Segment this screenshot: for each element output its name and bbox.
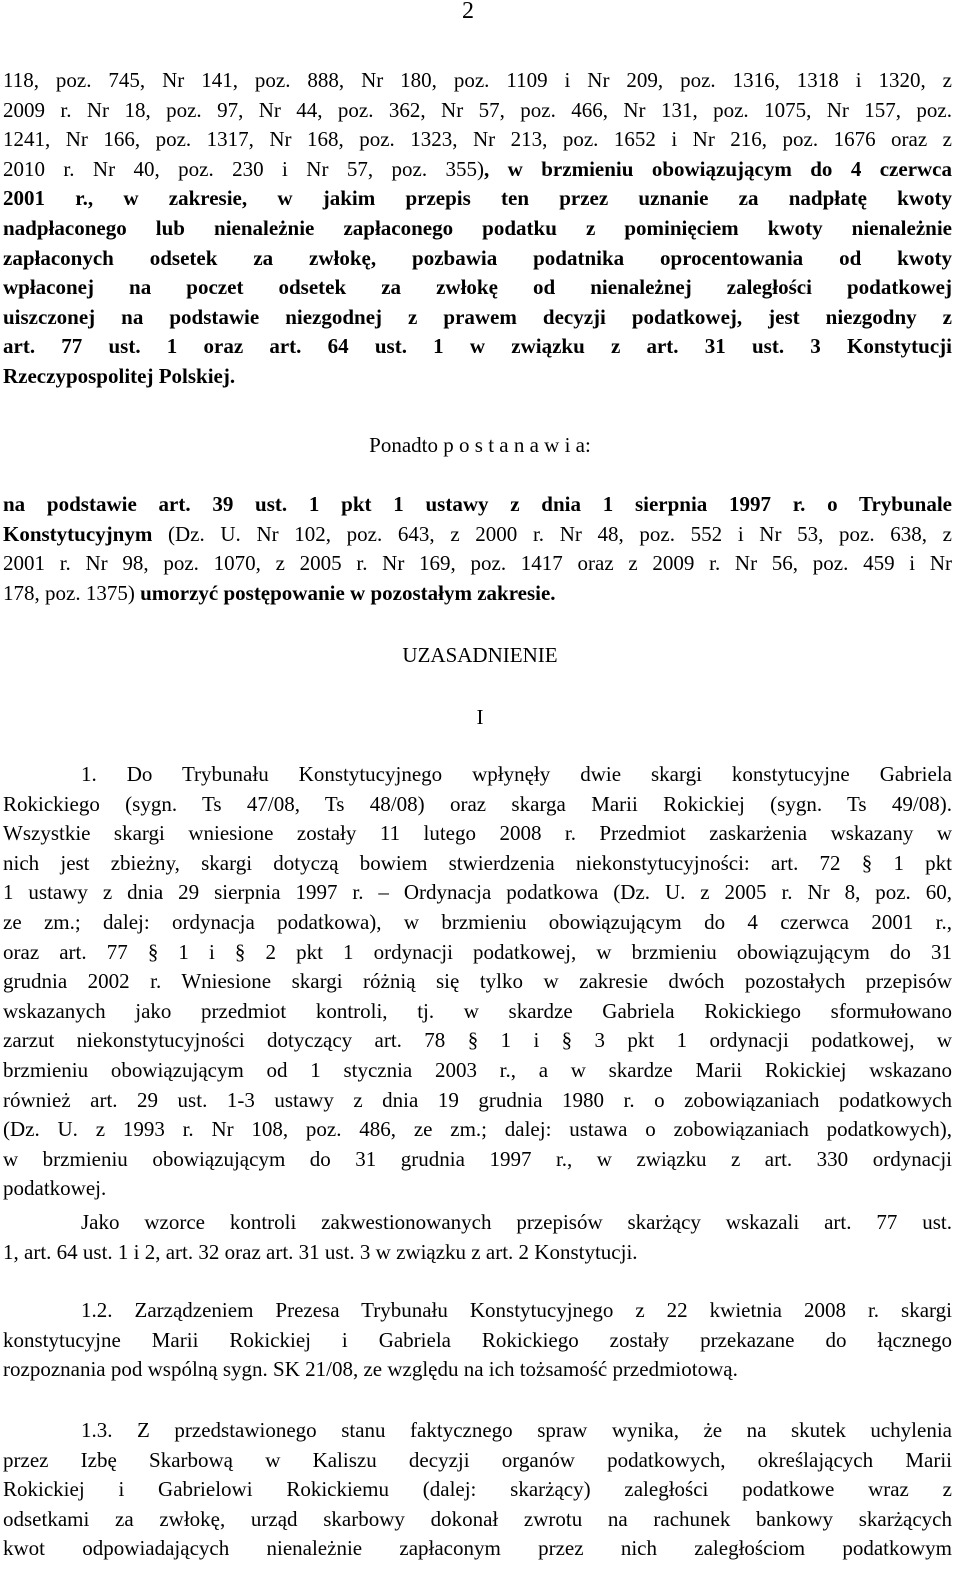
- bold-text-span: Konstytucyjnym: [3, 521, 153, 546]
- text-span: (Dz. U. Nr 102, poz. 643, z 2000 r. Nr 48, poz. 552 i Nr 53, poz. 638, z: [152, 521, 952, 546]
- page-number: 2: [462, 0, 474, 24]
- text-line: brzmieniu obowiązującym od 1 stycznia 2003 r., a w skardze Marii Rokickiej wskazano: [3, 1057, 952, 1082]
- text-line: również art. 29 ust. 1-3 ustawy z dnia 19 grudnia 1980 r. o zobowiązaniach podatkowych: [3, 1087, 952, 1112]
- text-line: 1, art. 64 ust. 1 i 2, art. 32 oraz art. 31 ust. 3 w związku z art. 2 Konstytucji.: [3, 1239, 638, 1264]
- text-line: 1.3. Z przedstawionego stanu faktycznego spraw wynika, że na skutek uchylenia: [81, 1418, 952, 1442]
- text-line: 2009 r. Nr 18, poz. 97, Nr 44, poz. 362, Nr 57, poz. 466, Nr 131, poz. 1075, Nr 157, poz.: [3, 97, 952, 122]
- text-line: odsetkami za zwłokę, urząd skarbowy dokonał zwrotu na rachunek bankowy skarżących: [3, 1506, 952, 1531]
- text-line: kwot odpowiadających nienależnie zapłaconym przez nich zaległościom podatkowym: [3, 1536, 952, 1561]
- text-line: Rokickiej i Gabrielowi Rokickiemu (dalej: skarżący) zaległości podatkowe wraz z: [3, 1477, 952, 1502]
- text-line: [3, 155, 952, 185]
- text-line: ze zm.; dalej: ordynacja podatkowa), w brzmieniu obowiązującym do 4 czerwca 2001 r.,: [3, 909, 952, 934]
- text-span: 2010 r. Nr 40, poz. 230 i Nr 57, poz. 355): [3, 156, 485, 181]
- text-line: [3, 579, 952, 609]
- text-line: w brzmieniu obowiązującym do 31 grudnia 1997 r., w związku z art. 330 ordynacji: [3, 1146, 952, 1171]
- text-line: 1241, Nr 166, poz. 1317, Nr 168, poz. 1323, Nr 213, poz. 1652 i Nr 216, poz. 1676 oraz z: [3, 127, 952, 152]
- bold-text-span: , w brzmieniu obowiązującym do 4 czerwca: [484, 156, 953, 181]
- text-line: zarzut niekonstytucyjności dotyczący art. 78 § 1 i § 3 pkt 1 ordynacji podatkowej, w: [3, 1028, 952, 1053]
- ponadto-heading: [0, 430, 960, 460]
- text-line: [3, 520, 952, 550]
- bold-text-line: wpłaconej na poczet odsetek za zwłokę od nienależnej zaległości podatkowej: [3, 275, 952, 300]
- text-line: konstytucyjne Marii Rokickiej i Gabriela Rokickiego zostały przekazane do łącznego: [3, 1327, 952, 1352]
- postanawia-spaced: p o s t a n a w i a:: [443, 433, 591, 457]
- bold-text-line: uiszczonej na podstawie niezgodnej z prawem decyzji podatkowej, jest niezgodny z: [3, 304, 952, 329]
- section-roman-heading: I: [476, 705, 484, 729]
- bold-text-line: nadpłaconego lub nienależnie zapłaconego podatku z pominięciem kwoty nienależnie: [3, 215, 952, 240]
- text-line: nich jest zbieżny, skargi dotyczą bowiem stwierdzenia niekonstytucyjności: art. 72 § 1 pkt: [3, 850, 952, 875]
- text-line: 1.2. Zarządzeniem Prezesa Trybunału Konstytucyjnego z 22 kwietnia 2008 r. skargi: [81, 1298, 952, 1322]
- text-line: (Dz. U. z 1993 r. Nr 108, poz. 486, ze zm.; dalej: ustawa o zobowiązaniach podatkowych),: [3, 1117, 952, 1142]
- text-line: grudnia 2002 r. Wniesione skargi różnią się tylko w zakresie dwóch pozostałych przepisów: [3, 969, 952, 994]
- bold-text-span: umorzyć postępowanie w pozostałym zakresie.: [140, 580, 556, 605]
- text-line: 118, poz. 745, Nr 141, poz. 888, Nr 180, poz. 1109 i Nr 209, poz. 1316, 1318 i 1320, z: [3, 68, 952, 92]
- justification-paragraph-2: [3, 1208, 952, 1267]
- bold-text-line: art. 77 ust. 1 oraz art. 64 ust. 1 w związku z art. 31 ust. 3 Konstytucji: [3, 334, 952, 359]
- bold-text-line: 2001 r., w zakresie, w jakim przepis ten przez uznanie za nadpłatę kwoty: [3, 186, 952, 211]
- text-line: 2001 r. Nr 98, poz. 1070, z 2005 r. Nr 169, poz. 1417 oraz z 2009 r. Nr 56, poz. 459 i Nr: [3, 551, 952, 576]
- justification-paragraph-1: [3, 760, 952, 1204]
- text-line: Jako wzorce kontroli zakwestionowanych przepisów skarżący wskazali art. 77 ust.: [81, 1210, 952, 1234]
- text-line: oraz art. 77 § 1 i § 2 pkt 1 ordynacji podatkowej, w brzmieniu obowiązującym do 31: [3, 939, 952, 964]
- bold-text-line: zapłaconych odsetek za zwłokę, pozbawia podatnika oprocentowania od kwoty: [3, 245, 952, 270]
- text-span: 178, poz. 1375): [3, 580, 141, 605]
- text-line: Wszystkie skargi wniesione zostały 11 lutego 2008 r. Przedmiot zaskarżenia wskazany w: [3, 821, 952, 846]
- text-line: wskazanych jako przedmiot kontroli, tj. w skardze Gabriela Rokickiego sformułowano: [3, 998, 952, 1023]
- text-line: rozpoznania pod wspólną sygn. SK 21/08, ze względu na ich tożsamość przedmiotową.: [3, 1357, 738, 1382]
- justification-paragraph-3: [3, 1296, 952, 1385]
- bold-text-line: Rzeczypospolitej Polskiej.: [3, 363, 236, 388]
- text-line: 1 ustawy z dnia 29 sierpnia 1997 r. – Ordynacja podatkowa (Dz. U. z 2005 r. Nr 8, poz. 60,: [3, 880, 952, 905]
- text-line: 1. Do Trybunału Konstytucyjnego wpłynęły dwie skargi konstytucyjne Gabriela: [81, 762, 952, 786]
- ruling-paragraph-1: [3, 66, 952, 392]
- uzasadnienie-heading: UZASADNIENIE: [402, 643, 558, 667]
- text-line: podatkowej.: [3, 1176, 107, 1201]
- text-line: Rokickiego (sygn. Ts 47/08, Ts 48/08) oraz skarga Marii Rokickiej (sygn. Ts 49/08).: [3, 791, 952, 816]
- justification-paragraph-4: [3, 1416, 952, 1564]
- ponadto-prefix: Ponadto: [369, 433, 444, 457]
- text-line: przez Izbę Skarbową w Kaliszu decyzji organów podatkowych, określających Marii: [3, 1447, 952, 1472]
- bold-text-line: na podstawie art. 39 ust. 1 pkt 1 ustawy z dnia 1 sierpnia 1997 r. o Trybunale: [3, 492, 952, 516]
- ruling-paragraph-2: [3, 490, 952, 608]
